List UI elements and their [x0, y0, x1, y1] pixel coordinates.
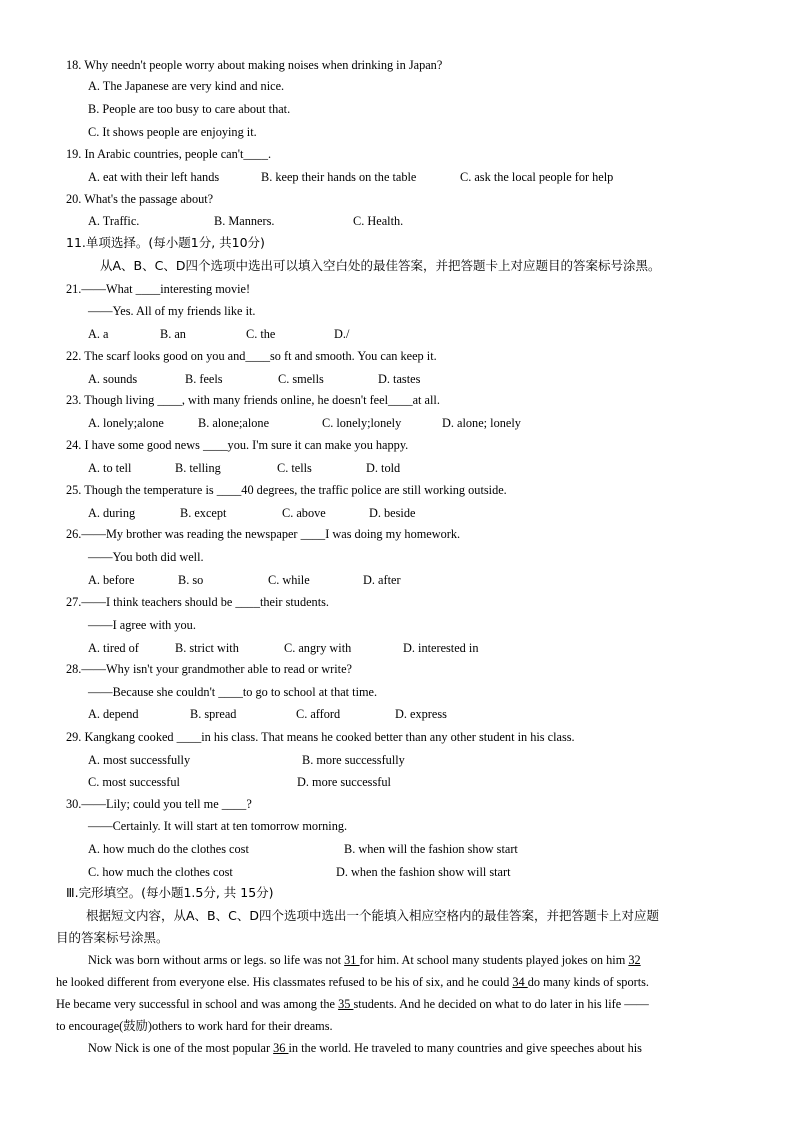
question-27-option-a: A. tired of	[88, 641, 139, 655]
section-3-instruction-line1: 根据短文内容，从A、B、C、D四个选项中选出一个能填入相应空格内的最佳答案，并把答题卡上对应题	[86, 908, 659, 923]
question-18-option-a: A. The Japanese are very kind and nice.	[88, 79, 285, 93]
question-28-option-c: C. afford	[296, 707, 341, 721]
question-30-option-d: D. when the fashion show will start	[336, 865, 511, 879]
passage-text: students. And he decided on what to do later in his life ——	[353, 997, 649, 1011]
question-20-option-a: A. Traffic.	[88, 214, 140, 228]
question-21-option-c: C. the	[246, 327, 276, 341]
blank-36: 36	[273, 1041, 289, 1055]
question-30-option-a: A. how much do the clothes cost	[88, 842, 249, 856]
question-26-option-b: B. so	[178, 573, 204, 587]
question-30-reply: ——Certainly. It will start at ten tomorrow morning.	[88, 819, 348, 833]
question-23-option-d: D. alone; lonely	[442, 416, 521, 430]
question-26-option-a: A. before	[88, 573, 135, 587]
passage-text: He became very successful in school and was among the	[56, 997, 339, 1011]
question-28-option-d: D. express	[395, 707, 447, 721]
question-27-stem: 27.——I think teachers should be ____their students.	[66, 595, 329, 609]
passage-line-2	[56, 974, 649, 990]
passage-line-3	[56, 996, 649, 1012]
question-27-option-c: C. angry with	[284, 641, 352, 655]
question-28-option-a: A. depend	[88, 707, 139, 721]
question-18-option-b: B. People are too busy to care about that.	[88, 102, 291, 116]
blank-35: 35	[338, 997, 354, 1011]
question-26-option-d: D. after	[363, 573, 401, 587]
question-22-stem: 22. The scarf looks good on you and____so ft and smooth. You can keep it.	[66, 349, 437, 363]
question-19-option-a: A. eat with their left hands	[88, 170, 220, 184]
question-27-option-d: D. interested in	[403, 641, 479, 655]
question-26-option-c: C. while	[268, 573, 310, 587]
passage-text: do many kinds of sports.	[527, 975, 649, 989]
question-29-option-d: D. more successful	[297, 775, 391, 789]
blank-32: 32	[628, 953, 641, 967]
question-21-stem: 21.——What ____interesting movie!	[66, 282, 251, 296]
question-30-option-b: B. when will the fashion show start	[344, 842, 518, 856]
question-29-option-c: C. most successful	[88, 775, 180, 789]
section-2-heading: 11.单项选择。(每小题1分, 共10分)	[66, 235, 265, 250]
question-29-option-a: A. most successfully	[88, 753, 191, 767]
section-3-heading: Ⅲ.完形填空。(每小题1.5分, 共 15分)	[66, 885, 274, 900]
question-18-stem: 18. Why needn't people worry about making noises when drinking in Japan?	[66, 58, 443, 72]
question-28-reply: ——Because she couldn't ____to go to school at that time.	[88, 685, 378, 699]
question-23-stem: 23. Though living ____, with many friends online, he doesn't feel____at all.	[66, 393, 440, 407]
question-27-reply: ——I agree with you.	[88, 618, 196, 632]
question-21-reply: ——Yes. All of my friends like it.	[88, 304, 256, 318]
question-26-reply: ——You both did well.	[88, 550, 204, 564]
passage-line-5	[88, 1040, 642, 1056]
question-29-stem: 29. Kangkang cooked ____in his class. That means he cooked better than any other student in his class.	[66, 730, 575, 744]
question-22-option-a: A. sounds	[88, 372, 138, 386]
passage-text: Nick was born without arms or legs. so life was not	[88, 953, 345, 967]
question-22-option-b: B. feels	[185, 372, 223, 386]
question-20-stem: 20. What's the passage about?	[66, 192, 214, 206]
question-28-option-b: B. spread	[190, 707, 237, 721]
question-24-option-d: D. told	[366, 461, 401, 475]
question-20-option-c: C. Health.	[353, 214, 404, 228]
question-26-stem: 26.——My brother was reading the newspaper ____I was doing my homework.	[66, 527, 461, 541]
question-21-option-b: B. an	[160, 327, 186, 341]
question-22-option-d: D. tastes	[378, 372, 421, 386]
blank-34: 34	[512, 975, 528, 989]
passage-line-1	[88, 952, 641, 968]
question-25-stem: 25. Though the temperature is ____40 degrees, the traffic police are still working outside.	[66, 483, 507, 497]
blank-31: 31	[344, 953, 360, 967]
passage-text: Now Nick is one of the most popular	[88, 1041, 274, 1055]
question-25-option-b: B. except	[180, 506, 227, 520]
question-24-option-a: A. to tell	[88, 461, 132, 475]
question-30-option-c: C. how much the clothes cost	[88, 865, 233, 879]
question-20-option-b: B. Manners.	[214, 214, 275, 228]
question-24-option-b: B. telling	[175, 461, 221, 475]
passage-text: for him. At school many students played jokes on him	[359, 953, 629, 967]
question-19-option-c: C. ask the local people for help	[460, 170, 614, 184]
question-23-option-c: C. lonely;lonely	[322, 416, 402, 430]
question-19-stem: 19. In Arabic countries, people can't____.	[66, 147, 272, 161]
question-25-option-c: C. above	[282, 506, 326, 520]
question-18-option-c: C. It shows people are enjoying it.	[88, 125, 257, 139]
question-19-option-b: B. keep their hands on the table	[261, 170, 417, 184]
question-25-option-d: D. beside	[369, 506, 416, 520]
question-23-option-a: A. lonely;alone	[88, 416, 164, 430]
question-23-option-b: B. alone;alone	[198, 416, 270, 430]
question-29-option-b: B. more successfully	[302, 753, 405, 767]
passage-text: in the world. He traveled to many countries and give speeches about his	[288, 1041, 642, 1055]
question-24-option-c: C. tells	[277, 461, 312, 475]
question-24-stem: 24. I have some good news ____you. I'm sure it can make you happy.	[66, 438, 409, 452]
question-22-option-c: C. smells	[278, 372, 324, 386]
section-3-instruction-line2: 目的答案标号涂黑。	[56, 930, 169, 945]
passage-text: he looked different from everyone else. His classmates refused to be his of six, and he could	[56, 975, 513, 989]
question-25-option-a: A. during	[88, 506, 136, 520]
passage-line-4: to encourage(鼓励)others to work hard for their dreams.	[56, 1019, 333, 1033]
question-28-stem: 28.——Why isn't your grandmother able to read or write?	[66, 662, 352, 676]
question-21-option-a: A. a	[88, 327, 109, 341]
section-2-instruction: 从A、B、C、D四个选项中选出可以填入空白处的最佳答案，并把答题卡上对应题目的答案标号涂黑。	[100, 258, 661, 273]
question-21-option-d: D./	[334, 327, 350, 341]
question-30-stem: 30.——Lily; could you tell me ____?	[66, 797, 252, 811]
question-27-option-b: B. strict with	[175, 641, 239, 655]
